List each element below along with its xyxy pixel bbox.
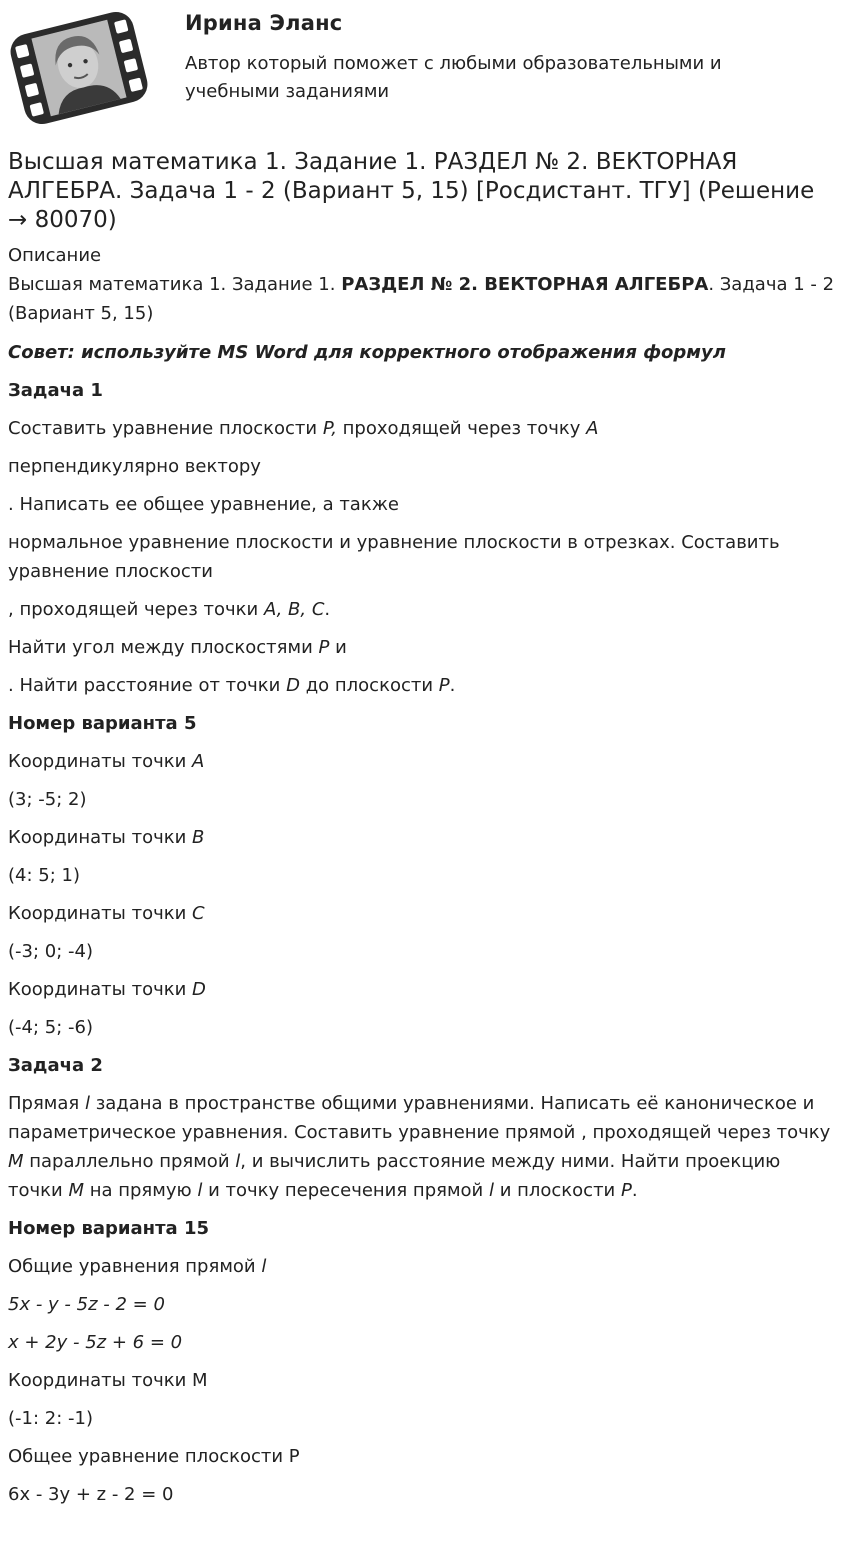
task2-text-i: на прямую [83,1180,198,1201]
task1-line-7 [8,671,838,700]
point-d-value: (-4; 5; -6) [8,1017,93,1038]
point-m-symbol: M [8,1151,24,1172]
task2-text-o: . [631,1180,638,1201]
task1-line-7-end: . [449,675,456,696]
point-b-label [8,823,838,852]
line-l-symbol-3: l [197,1180,203,1201]
line-l-symbol-2: l [235,1151,241,1172]
task1-line-6 [8,633,838,662]
line-equation-2: x + 2y - 5z + 6 = 0 [8,1332,183,1353]
task1-line-7-text: . Найти расстояние от точки [8,675,287,696]
task1-line-1 [8,414,838,443]
intro-text-before: Высшая математика 1. Задание 1. [8,274,342,295]
task2-text-k: и точку пересечения прямой [202,1180,489,1201]
task2-text-m: и плоскости [493,1180,621,1201]
ms-word-tip: Совет: используйте MS Word для корректного отображения формул [8,342,726,363]
point-c-label [8,899,838,928]
task1-line-5-end: . [324,599,331,620]
task1-line-1-text: Составить уравнение плоскости [8,418,323,439]
avatar-film-frame-icon [8,8,150,128]
task2-text-g: , и вычислить расстояние между ними. Найти проекцию точки [8,1151,781,1201]
plane-p-symbol-4: P [620,1180,632,1201]
task1-line-6-end: и [329,637,347,658]
line-l-symbol-5: l [261,1256,267,1277]
task1-heading: Задача 1 [8,380,103,401]
points-abc-symbols: A, B, C [263,599,325,620]
task1-line-2: перпендикулярно вектору [8,456,261,477]
plane-p-symbol-3: P [438,675,450,696]
author-avatar[interactable] [8,8,150,128]
intro-text-after: . Задача 1 - 2 (Вариант 5, 15) [8,274,835,324]
description-label: Описание [8,245,102,266]
point-a-value: (3; -5; 2) [8,789,87,810]
plane-equation-label: Общее уравнение плоскости P [8,1446,300,1467]
task2-text-a: Прямая [8,1093,85,1114]
task1-line-5-text: , проходящей через точки [8,599,264,620]
task2-paragraph [8,1089,838,1205]
point-d-label [8,975,838,1004]
point-d-name: D [192,979,206,1000]
point-m-label: Координаты точки M [8,1370,208,1391]
point-d-symbol: D [286,675,300,696]
author-header [0,0,847,140]
point-b-label-text: Координаты точки [8,827,193,848]
point-b-name: B [192,827,205,848]
point-c-name: C [192,903,205,924]
intro-paragraph [8,270,838,328]
point-a-symbol: A [586,418,599,439]
point-c-value: (-3; 0; -4) [8,941,93,962]
point-a-label-text: Координаты точки [8,751,193,772]
task1-line-6-text: Найти угол между плоскостями [8,637,319,658]
point-b-value: (4: 5; 1) [8,865,80,886]
task2-text-c: задана в пространстве общими уравнениями. Написать её каноническое и параметрическое уравнения. Составить уравнение прямой , проходящей через точку [8,1093,831,1143]
task2-text-e: параллельно прямой [23,1151,236,1172]
line-l-symbol-4: l [488,1180,494,1201]
author-description: Автор который поможет с любыми образовательными и учебными заданиями [185,53,722,102]
page-title: Высшая математика 1. Задание 1. РАЗДЕЛ № 2. ВЕКТОРНАЯ АЛГЕБРА. Задача 1 - 2 (Вариант 5, 15) [Росдистант. ТГУ] (Решение → 80070) [8,149,815,233]
task1-line-7-text-2: до плоскости [299,675,439,696]
plane-p-symbol-2: P [318,637,330,658]
point-d-label-text: Координаты точки [8,979,193,1000]
task1-line-3: . Написать ее общее уравнение, а также [8,494,399,515]
line-equation-1: 5x - y - 5z - 2 = 0 [8,1294,165,1315]
task2-heading: Задача 2 [8,1055,103,1076]
plane-equation: 6x - 3y + z - 2 = 0 [8,1484,174,1505]
author-name[interactable]: Ирина Эланс [185,11,343,35]
document-content [8,148,838,1509]
task1-line-5 [8,595,838,624]
task1-line-4: нормальное уравнение плоскости и уравнение плоскости в отрезках. Составить уравнение плоскости [8,532,780,582]
point-a-label [8,747,838,776]
line-equations-label-text: Общие уравнения прямой [8,1256,262,1277]
intro-section-name: РАЗДЕЛ № 2. ВЕКТОРНАЯ АЛГЕБРА [341,274,709,295]
point-m-symbol-2: M [68,1180,84,1201]
plane-p-symbol: P, [322,418,337,439]
line-l-symbol: l [84,1093,90,1114]
point-c-label-text: Координаты точки [8,903,193,924]
task1-line-1-text-2: проходящей через точку [336,418,587,439]
point-m-value: (-1: 2: -1) [8,1408,93,1429]
line-equations-label [8,1252,838,1281]
variant5-heading: Номер варианта 5 [8,713,197,734]
variant15-heading: Номер варианта 15 [8,1218,210,1239]
point-a-name: A [192,751,205,772]
